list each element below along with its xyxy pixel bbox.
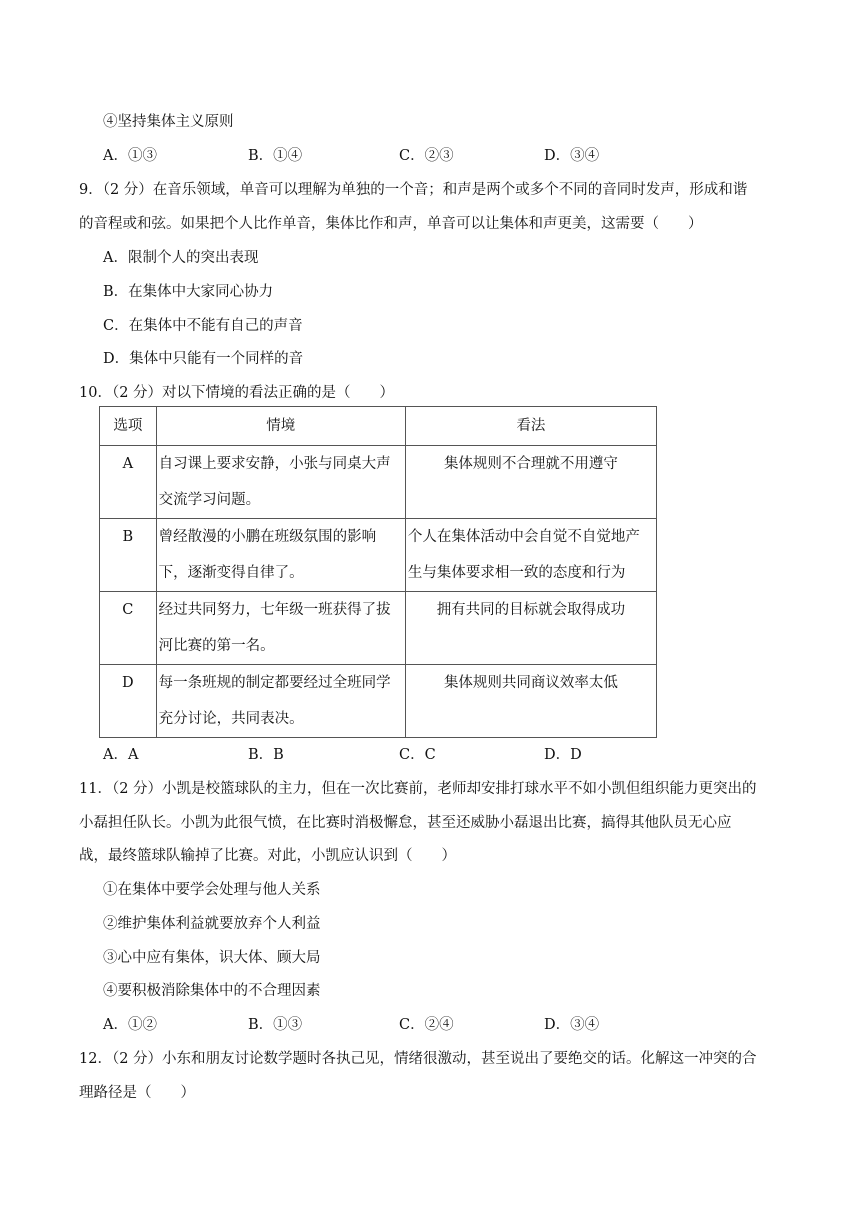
q9-option-c: C．在集体中不能有自己的声音 xyxy=(103,318,303,334)
q11-stem-line-1: 11．（2 分）小凯是校篮球队的主力，但在一次比赛前，老师却安排打球水平不如小凯但组织能力更突出的 xyxy=(79,781,757,797)
q11-stem-line-3: 战，最终篮球队输掉了比赛。对此，小凯应认识到（ ） xyxy=(79,848,456,864)
q11-stem-line-2: 小磊担任队长。小凯为此很气愤，在比赛时消极懈怠，甚至还威胁小磊退出比赛，搞得其他队员无心应 xyxy=(79,815,732,831)
q9-option-b: B．在集体中大家同心协力 xyxy=(103,284,274,300)
row-view xyxy=(405,665,656,738)
q10-table xyxy=(99,406,657,738)
situation-line: 交流学习问题。 xyxy=(158,492,261,508)
q8-item-4: ④坚持集体主义原则 xyxy=(103,114,234,130)
q11-item-3: ③心中应有集体，识大体、顾大局 xyxy=(103,950,321,966)
q12-stem-line-2: 理路径是（ ） xyxy=(79,1085,195,1101)
situation-line: 河比赛的第一名。 xyxy=(158,638,275,654)
q12-stem-line-1: 12．（2 分）小东和朋友讨论数学题时各执己见，情绪很激动，甚至说出了要绝交的话。化解这一冲突的合 xyxy=(79,1051,757,1067)
table-row xyxy=(100,665,657,738)
situation-line: 自习课上要求安静，小张与同桌大声 xyxy=(158,456,391,472)
row-situation xyxy=(156,592,405,665)
q8-option-c: C．②③ xyxy=(399,148,454,164)
q10-stem: 10．（2 分）对以下情境的看法正确的是（ ） xyxy=(79,385,395,401)
row-option: A xyxy=(100,446,157,519)
row-option: C xyxy=(100,592,157,665)
q9-option-a: A．限制个人的突出表现 xyxy=(103,250,259,266)
row-view xyxy=(405,519,656,592)
header-situation: 情境 xyxy=(156,407,405,446)
row-view xyxy=(405,592,656,665)
q11-option-c: C．②④ xyxy=(399,1017,454,1033)
q9-stem-line-1: 9．（2 分）在音乐领域，单音可以理解为单独的一个音；和声是两个或多个不同的音同时发声，形成和谐 xyxy=(79,182,748,198)
header-option: 选项 xyxy=(100,407,157,446)
q11-item-2: ②维护集体利益就要放弃个人利益 xyxy=(103,916,321,932)
q10-option-a: A．A xyxy=(103,747,139,763)
q9-stem-line-2: 的音程或和弦。如果把个人比作单音，集体比作和声，单音可以让集体和声更美，这需要（ ） xyxy=(79,216,703,232)
q8-option-a: A．①③ xyxy=(103,148,157,164)
view-line: 集体规则不合理就不用遵守 xyxy=(443,456,618,472)
q8-option-b: B．①④ xyxy=(248,148,303,164)
view-line: 拥有共同的目标就会取得成功 xyxy=(436,602,626,618)
view-line: 个人在集体活动中会自觉不自觉地产 xyxy=(407,529,640,545)
row-view xyxy=(405,446,656,519)
view-line: 集体规则共同商议效率太低 xyxy=(443,675,618,691)
row-situation xyxy=(156,519,405,592)
q11-option-d: D．③④ xyxy=(544,1017,600,1033)
row-situation xyxy=(156,446,405,519)
q9-option-d: D．集体中只能有一个同样的音 xyxy=(103,351,304,367)
q11-option-b: B．①③ xyxy=(248,1017,303,1033)
situation-line: 每一条班规的制定都要经过全班同学 xyxy=(158,675,391,691)
q10-option-c: C．C xyxy=(399,747,436,763)
row-option: B xyxy=(100,519,157,592)
table-row xyxy=(100,592,657,665)
header-view: 看法 xyxy=(405,407,656,446)
row-situation xyxy=(156,665,405,738)
q11-option-a: A．①② xyxy=(103,1017,157,1033)
table-row xyxy=(100,519,657,592)
row-option: D xyxy=(100,665,157,738)
q10-option-b: B．B xyxy=(248,747,284,763)
q11-item-1: ①在集体中要学会处理与他人关系 xyxy=(103,882,321,898)
situation-line: 经过共同努力，七年级一班获得了拔 xyxy=(158,602,391,618)
q10-option-d: D．D xyxy=(544,747,582,763)
table-row xyxy=(100,446,657,519)
q8-option-d: D．③④ xyxy=(544,148,600,164)
view-line: 生与集体要求相一致的态度和行为 xyxy=(407,565,626,581)
q11-item-4: ④要积极消除集体中的不合理因素 xyxy=(103,983,321,999)
situation-line: 充分讨论，共同表决。 xyxy=(158,711,304,727)
situation-line: 下，逐渐变得自律了。 xyxy=(158,565,304,581)
table-header-row xyxy=(100,407,657,446)
situation-line: 曾经散漫的小鹏在班级氛围的影响 xyxy=(158,529,377,545)
